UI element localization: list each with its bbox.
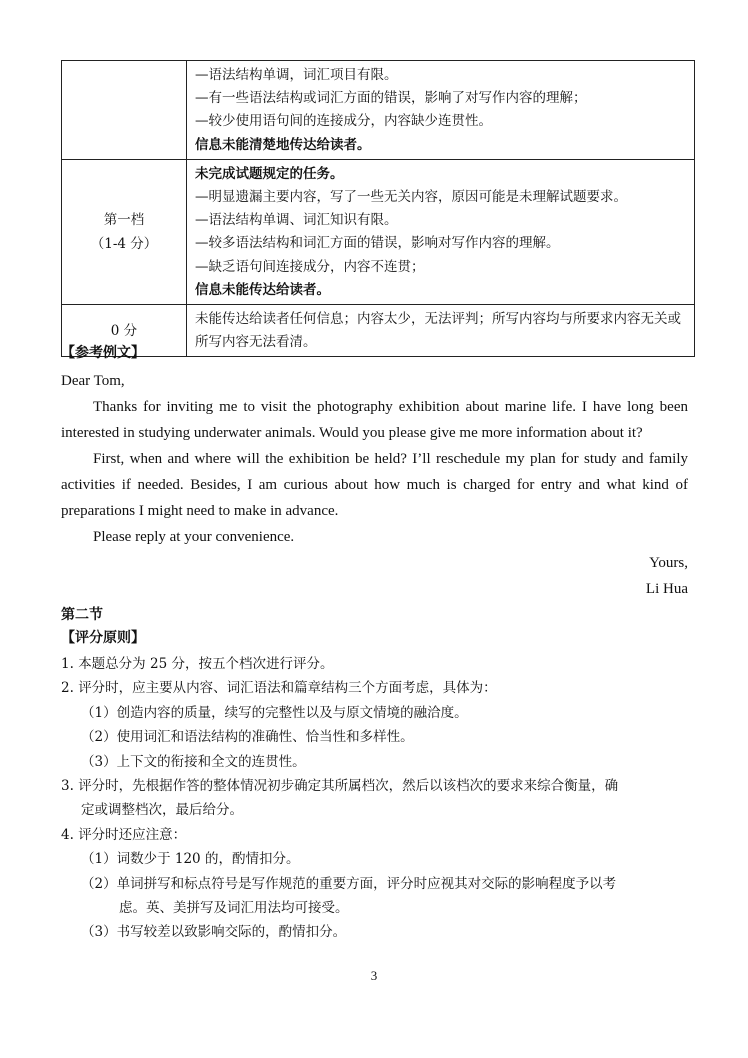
criterion-line: —较少使用语句间的连接成分，内容缺少连贯性。 xyxy=(195,113,492,130)
description-cell xyxy=(187,305,695,357)
criterion-line: 信息未能传达给读者。 xyxy=(195,281,330,298)
level-cell xyxy=(62,61,187,160)
letter-greeting: Dear Tom, xyxy=(61,373,125,389)
criterion-line: 信息未能清楚地传达给读者。 xyxy=(195,136,371,153)
level-name: 第一档 xyxy=(103,211,145,228)
criterion-line: —语法结构单调，词汇项目有限。 xyxy=(195,67,398,83)
criterion-line: —较多语法结构和词汇方面的错误，影响对写作内容的理解。 xyxy=(195,235,560,252)
criterion-line: —有一些语法结构或词汇方面的错误，影响了对写作内容的理解； xyxy=(195,90,587,107)
sub-item-continuation: 虑。英、美拼写及词汇用法均可接受。 xyxy=(119,900,349,917)
list-item: 4. 评分时还应注意： xyxy=(61,826,187,843)
principles-list xyxy=(61,652,695,945)
criterion-line: —明显遗漏主要内容，写了一些无关内容，原因可能是未理解试题要求。 xyxy=(195,189,627,206)
sub-item: （1）创造内容的质量，续写的完整性以及与原文情境的融洽度。 xyxy=(81,704,468,721)
level-range: （1-4 分） xyxy=(90,235,158,252)
sub-item: （3）上下文的衔接和全文的连贯性。 xyxy=(81,753,306,770)
letter-paragraph: First, when and where will the exhibition be held? I’ll reschedule my plan for study and family activities if needed. Besides, I am curious about how much is charged for entry and what kind of preparations I might need to make in advance. xyxy=(61,451,688,519)
sub-item: （2）使用词汇和语法结构的准确性、恰当性和多样性。 xyxy=(81,729,414,746)
sample-letter xyxy=(61,368,688,550)
list-item: 2. 评分时，应主要从内容、词汇语法和篇章结构三个方面考虑，具体为： xyxy=(61,680,497,697)
sub-item: （3）书写较差以致影响交际的，酌情扣分。 xyxy=(81,924,347,941)
list-item-continuation: 定或调整档次，最后给分。 xyxy=(81,802,243,819)
table-row xyxy=(62,61,695,160)
letter-paragraph: Please reply at your convenience. xyxy=(93,529,295,545)
level-name: 0 分 xyxy=(110,322,138,339)
page-number: 3 xyxy=(370,968,378,983)
criterion-line: —语法结构单调、词汇知识有限。 xyxy=(195,212,398,229)
sample-heading: 【参考例文】 xyxy=(61,345,145,361)
table-row xyxy=(62,305,695,357)
section-title: 第二节 xyxy=(61,607,103,623)
letter-paragraph: Thanks for inviting me to visit the photography exhibition about marine life. I have long been interested in studying underwater animals. Would you please give me more information about it? xyxy=(61,399,688,441)
criterion-line: —缺乏语句间连接成分，内容不连贯； xyxy=(195,258,425,275)
letter-signature: Li Hua xyxy=(645,581,688,597)
table-row xyxy=(62,159,695,304)
level-cell xyxy=(62,159,187,304)
letter-closing: Yours, xyxy=(649,555,688,571)
description-cell xyxy=(187,61,695,160)
sub-item: （2）单词拼写和标点符号是写作规范的重要方面，评分时应视其对交际的影响程度予以考 xyxy=(81,875,617,892)
scoring-table xyxy=(61,60,695,357)
criterion-line: 未能传达给读者任何信息；内容太少，无法评判；所写内容均与所要求内容无关或所写内容无法看清。 xyxy=(195,311,681,351)
criterion-line: 未完成试题规定的任务。 xyxy=(195,165,344,182)
sub-item: （1）词数少于 120 的，酌情扣分。 xyxy=(81,851,300,868)
list-item: 1. 本题总分为 25 分，按五个档次进行评分。 xyxy=(61,656,334,672)
list-item: 3. 评分时，先根据作答的整体情况初步确定其所属档次，然后以该档次的要求来综合衡量，确 xyxy=(61,778,619,795)
principles-heading: 【评分原则】 xyxy=(61,630,145,646)
description-cell xyxy=(187,159,695,304)
